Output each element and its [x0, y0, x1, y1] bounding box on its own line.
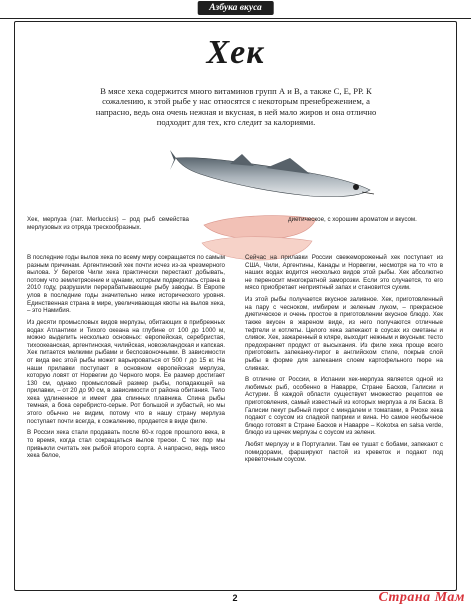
right-column	[245, 254, 443, 468]
left-paragraph: Из десяти промысловых видов мерлузы, обитающих в прибрежных водах Атлантики и Тихого океана на глубине от 100 до 1000 м, можно выделить несколько основных: европейская, серебристая, тихоокеанская, аргентинская, чилийская, новозеландская и капская. Хек питается мелкими рыбами и беспозвоночными. В зависимости от вида вес этой рыбы может варьироваться от 500 г до 15 кг. На наши прилавки поступает в основном европейская мерлуза, которую ловят от Норвегии до Черного моря. Ее размер достигает 130 см, однако промысловый размер рыбы, попадающей на прилавки, – от 20 до 90 см, в зависимости от района обитания. Тело хека удлиненное и имеет два спинных плавника. Спина рыбы темная, а бока серебристо-серые. Рот большой и зубастый, но мы этого обычно не видим, потому что в нашу страну мерлуза поступает почти всегда, к сожалению, продается в виде филе.	[27, 318, 225, 425]
left-column	[27, 254, 225, 464]
header-band	[0, 0, 471, 19]
right-paragraph: Любят мерлузу и в Португалии. Там ее тушат с бобами, запекают с помидорами, фаршируют пастой из креветок и подают под креветочным соусом.	[245, 441, 443, 464]
left-intro-paragraph: Хек, мерлуза (лат. Merluccius) – род рыб семейства мерлузовых из отряда трескообразных.	[27, 216, 189, 231]
right-column-intro	[288, 216, 448, 228]
watermark-logo: Страна Мам	[378, 590, 465, 605]
left-paragraph: В последние годы вылов хека по всему миру сокращается по самым разным причинам. Аргентинский хек почти исчез из-за чрезмерного вылова. У берегов Чили хека практически перестают добывать, потому что землетрясение и цунами, которым подверглась страна в 2010 году, разрушили перерабатывающие рыбу заводы. В Европе улов в последние годы значительно ниже исторического уровня. Единственная страна в мире, увеличивающая квоты на вылов хека, – это Намибия.	[27, 254, 226, 315]
page-number: 2	[232, 593, 238, 603]
hake-fish-image	[170, 150, 380, 210]
left-column-intro	[27, 216, 189, 235]
right-paragraph: В отличие от России, в Испании хек-мерлуза является одной из любимых рыб, особенно в Наварре, Стране Басков, Галисии и Астурии. В каждой области существует множество рецептов ее приготовления, самый известный из которых мерлуза а ля Баска. В Галисии пекут рыбный пирог с миндалем и томатами, в Риохе хека подают с соусом из сладкой паприки и вина. Но самое необычное блюдо готовят в Стране Басков и Наварре – Kokotxa en salsa verde, блюдо из щечек мерлузы с соусом из зелени.	[245, 376, 443, 437]
left-paragraph: В России хека стали продавать после 60-х годов прошлого века, в то время, когда стал сокращаться вылов трески. С тех пор мы привыкли считать хек рыбой второго сорта. А напрасно, ведь мясо хека белое,	[27, 429, 225, 460]
right-paragraph: Из этой рыбы получается вкусное заливное. Хек, приготовленный на пару с чесноком, имбирем и зеленым луком, – прекрасное диетическое и очень простое в приготовлении вкусное блюдо. Хек также вкусен в жареном виде, из него получаются отличные тефтели и котлеты. Целого хека запекают в соусах из сметаны и сливок. Хек, зажаренный в кляре, выходит нежным и вкусным: тесто предохраняет продукт от высыхания. Из филе хека проще всего приготовить запеканку-пирог в английском стиле, покрыв слой рыбы в форме для запекания слоем картофельного пюре на сливках.	[245, 296, 443, 372]
article-title: Хек	[206, 34, 265, 71]
section-label: Азбука вкуса	[197, 1, 274, 15]
right-intro-paragraph: диетическое, с хорошим ароматом и вкусом.	[288, 216, 417, 223]
article-lead: В мясе хека содержится много витаминов групп А и В, а также С, Е, РР. К сожалению, к этой рыбе у нас относятся с некоторым пренебрежением, а напрасно, ведь она очень нежная и вкусная, в ней мало жиров и она отлично подходит для тех, кто следит за калориями.	[95, 86, 377, 128]
right-paragraph: Сейчас на прилавки России свежемороженый хек поступает из США, Чили, Аргентины, Канады и Норвегии, несмотря на то что в наших водах водится несколько видов этой рыбы. Хек абсолютно не переносит многократной заморозки. Если это случается, то его мясо приобретает неприятный запах и становится сухим.	[245, 254, 443, 292]
